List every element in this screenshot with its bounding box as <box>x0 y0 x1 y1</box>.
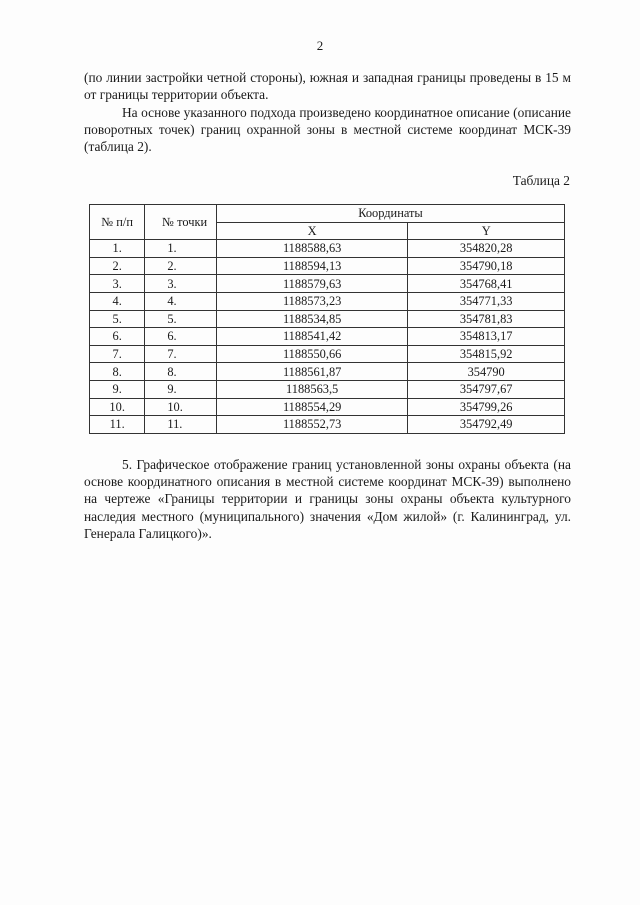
cell-y: 354815,92 <box>408 345 565 363</box>
cell-x: 1188563,5 <box>216 380 407 398</box>
cell-x: 1188550,66 <box>216 345 407 363</box>
cell-np: 2. <box>90 257 145 275</box>
cell-np: 9. <box>90 380 145 398</box>
cell-y: 354797,67 <box>408 380 565 398</box>
cell-point: 1. <box>145 240 217 258</box>
cell-point: 9. <box>145 380 217 398</box>
cell-x: 1188552,73 <box>216 416 407 434</box>
table-row <box>90 380 565 398</box>
cell-x: 1188554,29 <box>216 398 407 416</box>
cell-point: 10. <box>145 398 217 416</box>
cell-y: 354813,17 <box>408 328 565 346</box>
header-point: № точки <box>145 205 217 240</box>
cell-y: 354768,41 <box>408 275 565 293</box>
header-y: Y <box>408 222 565 240</box>
cell-y: 354799,26 <box>408 398 565 416</box>
cell-point: 3. <box>145 275 217 293</box>
cell-np: 3. <box>90 275 145 293</box>
coordinates-table <box>89 204 565 434</box>
cell-y: 354790 <box>408 363 565 381</box>
table-row <box>90 416 565 434</box>
cell-point: 6. <box>145 328 217 346</box>
cell-y: 354771,33 <box>408 292 565 310</box>
table-row <box>90 363 565 381</box>
table-row <box>90 240 565 258</box>
table-header-row <box>90 205 565 223</box>
cell-np: 8. <box>90 363 145 381</box>
cell-np: 10. <box>90 398 145 416</box>
cell-np: 4. <box>90 292 145 310</box>
table-body <box>90 240 565 434</box>
cell-x: 1188573,23 <box>216 292 407 310</box>
header-coordinates: Координаты <box>216 205 564 223</box>
cell-y: 354820,28 <box>408 240 565 258</box>
cell-np: 5. <box>90 310 145 328</box>
table-row <box>90 328 565 346</box>
table-label: Таблица 2 <box>512 173 570 188</box>
cell-point: 4. <box>145 292 217 310</box>
paragraph-coordinate-description: На основе указанного подхода произведено координатное описание (описание поворотных точек) границ охранной зоны в местной системе координат МСК-39 (таблица 2). <box>84 105 571 155</box>
cell-x: 1188561,87 <box>216 363 407 381</box>
cell-x: 1188534,85 <box>216 310 407 328</box>
cell-x: 1188541,42 <box>216 328 407 346</box>
cell-point: 5. <box>145 310 217 328</box>
cell-point: 7. <box>145 345 217 363</box>
paragraph-boundaries: (по линии застройки четной стороны), южная и западная границы проведены в 15 м от границы территории объекта. <box>84 70 571 103</box>
cell-x: 1188588,63 <box>216 240 407 258</box>
table-row <box>90 275 565 293</box>
cell-np: 11. <box>90 416 145 434</box>
cell-point: 2. <box>145 257 217 275</box>
table-row <box>90 398 565 416</box>
cell-np: 1. <box>90 240 145 258</box>
table-row <box>90 310 565 328</box>
cell-y: 354790,18 <box>408 257 565 275</box>
cell-x: 1188594,13 <box>216 257 407 275</box>
cell-np: 7. <box>90 345 145 363</box>
page-number: 2 <box>316 38 324 53</box>
cell-x: 1188579,63 <box>216 275 407 293</box>
table-row <box>90 292 565 310</box>
paragraph-graphic-display: 5. Графическое отображение границ установленной зоны охраны объекта (на основе координатного описания в местной системе координат МСК-39) выполнено на чертеже «Границы территории и границы зоны охраны объекта культурного наследия местного (муниципального) значения «Дом жилой» (г. Калининград, ул. Генерала Галицкого)». <box>84 457 571 541</box>
cell-y: 354781,83 <box>408 310 565 328</box>
header-np: № п/п <box>90 205 145 240</box>
cell-y: 354792,49 <box>408 416 565 434</box>
table-row <box>90 345 565 363</box>
table-row <box>90 257 565 275</box>
header-x: X <box>216 222 407 240</box>
cell-point: 8. <box>145 363 217 381</box>
cell-np: 6. <box>90 328 145 346</box>
cell-point: 11. <box>145 416 217 434</box>
